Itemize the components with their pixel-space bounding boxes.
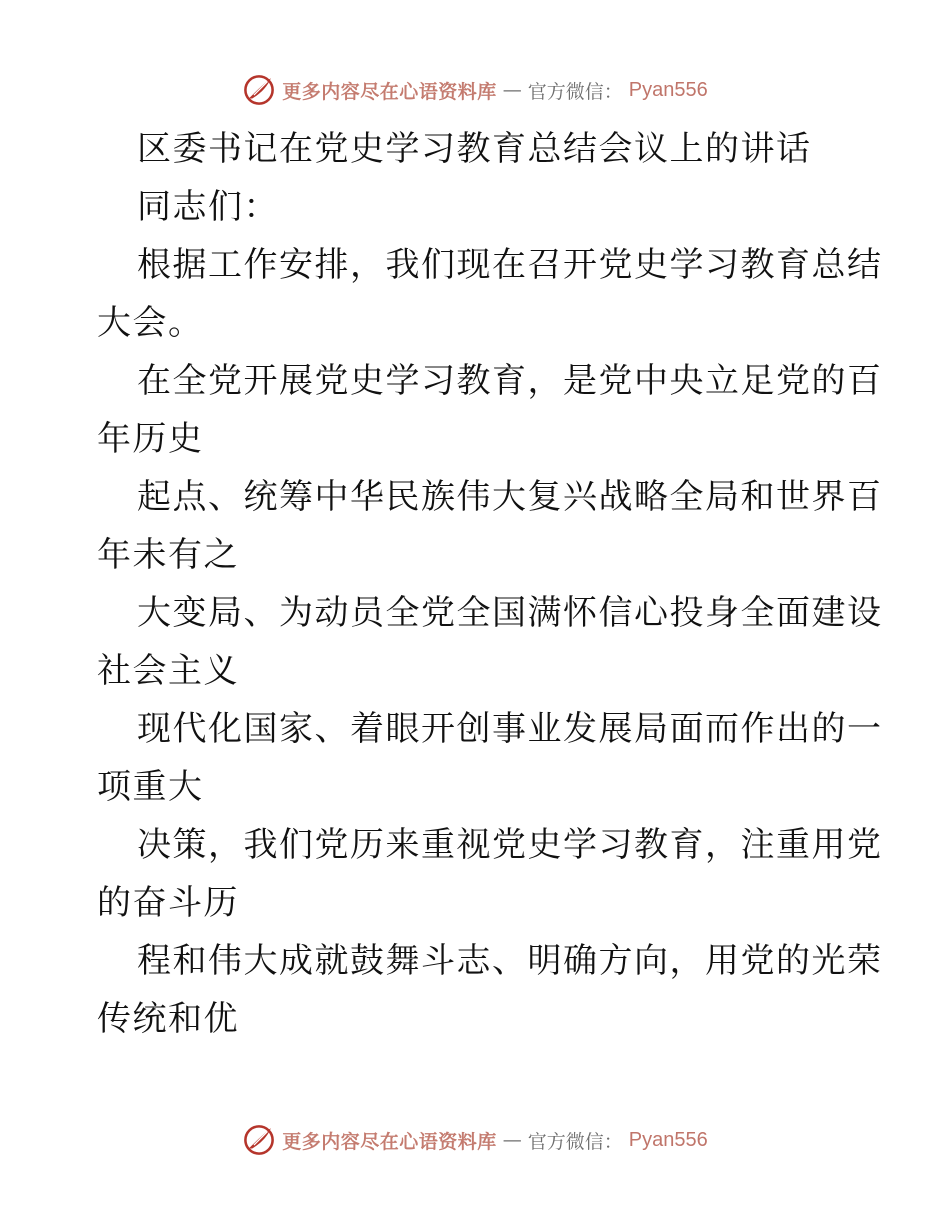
text-line: 的奋斗历 [97,883,239,923]
banner-separator: — [502,1129,522,1151]
document-paragraphs [97,178,883,1048]
banner-wechat-label: 官方微信： [527,80,623,103]
banner-title: 更多内容尽在心语资料库 [282,1130,497,1153]
footer-banner [0,1120,950,1160]
text-line: 传统和优 [97,999,239,1039]
text-line: 起点、统筹中华民族伟大复兴战略全局和世界百 [137,477,883,517]
text-line: 决策，我们党历来重视党史学习教育，注重用党 [137,825,883,865]
text-line: 年历史 [97,419,204,459]
text-line: 程和伟大成就鼓舞斗志、明确方向，用党的光荣 [137,941,883,981]
header-banner-content [242,73,708,107]
quill-logo-icon [242,1123,276,1157]
banner-wechat-id: Pyan556 [628,78,708,101]
document-title: 区委书记在党史学习教育总结会议上的讲话 [137,129,812,169]
header-banner [0,70,950,110]
document-body [97,120,883,1048]
text-line: 社会主义 [97,651,239,691]
text-line: 在全党开展党史学习教育，是党中央立足党的百 [137,361,883,401]
text-line: 项重大 [97,767,204,807]
banner-title: 更多内容尽在心语资料库 [282,80,497,103]
banner-separator: — [502,79,522,101]
text-line: 根据工作安排，我们现在召开党史学习教育总结 [137,245,883,285]
banner-wechat-label: 官方微信： [527,1130,623,1153]
text-line: 大会。 [97,303,204,343]
banner-wechat-id: Pyan556 [628,1128,708,1151]
quill-logo-icon [242,73,276,107]
text-line: 年未有之 [97,535,239,575]
text-line: 现代化国家、着眼开创事业发展局面而作出的一 [137,709,883,749]
text-line: 大变局、为动员全党全国满怀信心投身全面建设 [137,593,883,633]
footer-banner-content [242,1123,708,1157]
text-line: 同志们： [137,187,279,227]
